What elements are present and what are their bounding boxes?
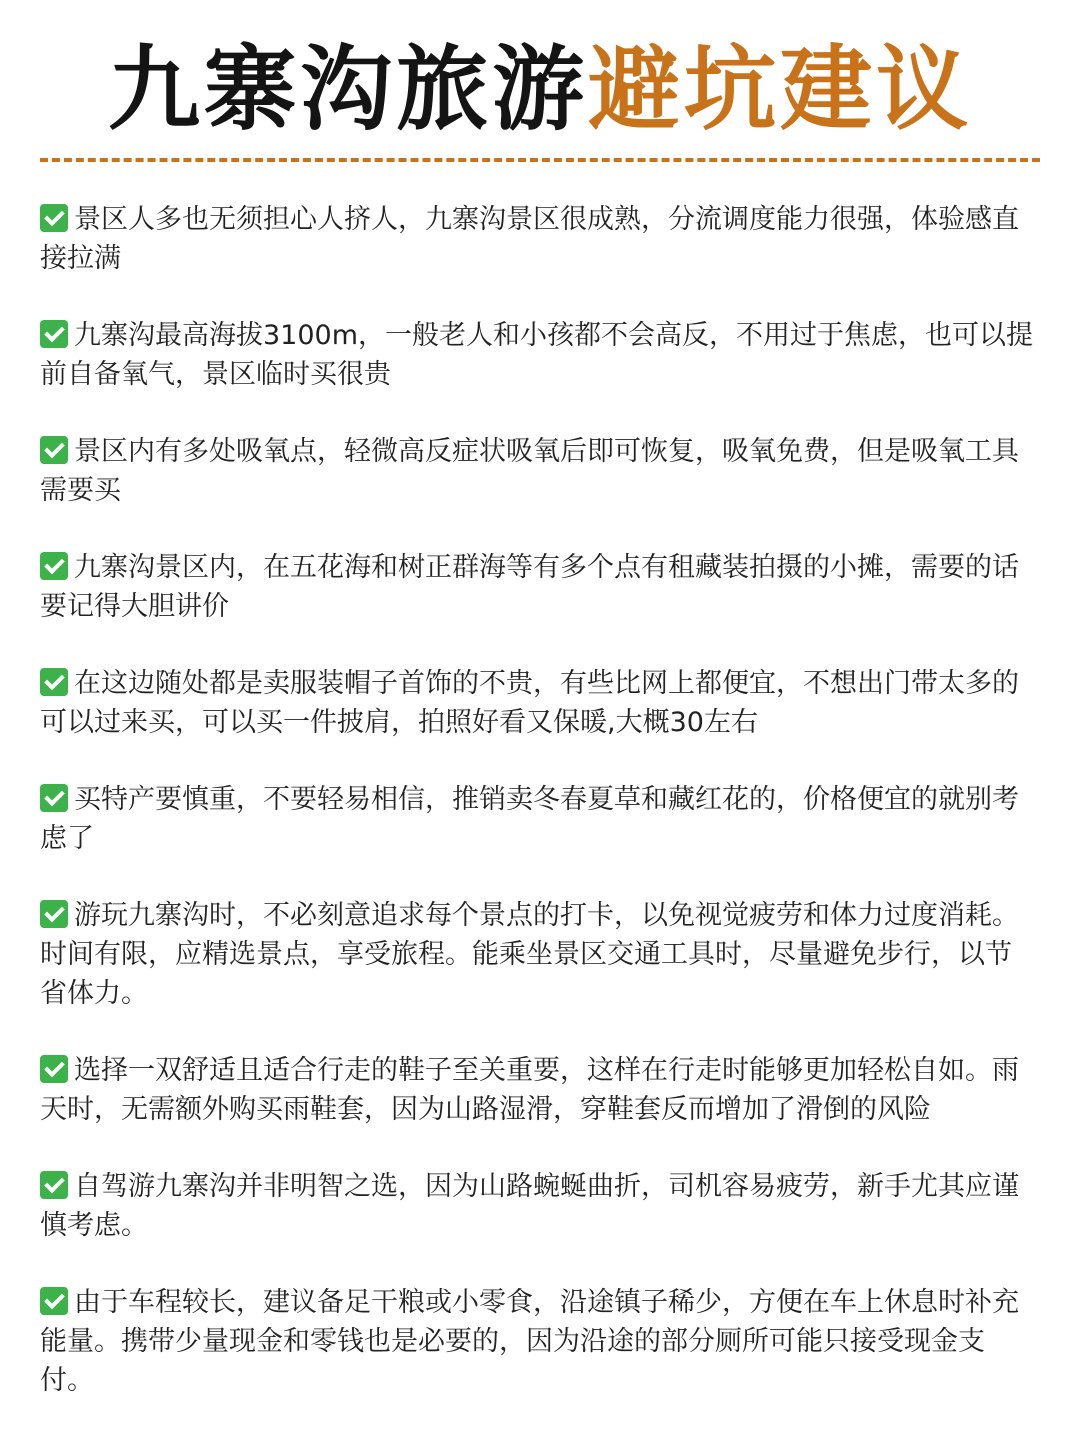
tip-item <box>40 1283 1035 1400</box>
title-highlight-text: 避坑建议 <box>588 36 973 143</box>
check-mark-icon <box>40 1055 68 1083</box>
check-mark-icon <box>40 784 68 812</box>
tip-item <box>40 548 1035 626</box>
check-mark-icon <box>40 436 68 464</box>
tip-item <box>40 1051 1035 1129</box>
tip-text: 自驾游九寨沟并非明智之选，因为山路蜿蜒曲折，司机容易疲劳，新手尤其应谨慎考虑。 <box>40 1171 1019 1241</box>
tip-text: 买特产要慎重，不要轻易相信，推销卖冬春夏草和藏红花的，价格便宜的就别考虑了 <box>40 784 1019 854</box>
tip-text: 游玩九寨沟时，不必刻意追求每个景点的打卡，以免视觉疲劳和体力过度消耗。时间有限，应精选景点，享受旅程。能乘坐景区交通工具时，尽量避免步行，以节省体力。 <box>40 900 1019 1009</box>
check-mark-icon <box>40 204 68 232</box>
page-title <box>0 30 1080 150</box>
tip-item <box>40 316 1035 394</box>
tip-text: 选择一双舒适且适合行走的鞋子至关重要，这样在行走时能够更加轻松自如。雨天时，无需额外购买雨鞋套，因为山路湿滑，穿鞋套反而增加了滑倒的风险 <box>40 1055 1019 1125</box>
check-mark-icon <box>40 1171 68 1199</box>
dashed-divider <box>40 158 1040 162</box>
tip-text: 由于车程较长，建议备足干粮或小零食，沿途镇子稀少，方便在车上休息时补充能量。携带少量现金和零钱也是必要的，因为沿途的部分厕所可能只接受现金支付。 <box>40 1287 1019 1396</box>
tip-item <box>40 200 1035 278</box>
tip-text: 九寨沟最高海拔3100m，一般老人和小孩都不会高反，不用过于焦虑，也可以提前自备氧气，景区临时买很贵 <box>40 320 1034 390</box>
check-mark-icon <box>40 552 68 580</box>
tip-item <box>40 1167 1035 1245</box>
check-mark-icon <box>40 1287 68 1315</box>
check-mark-icon <box>40 668 68 696</box>
check-mark-icon <box>40 320 68 348</box>
tips-list <box>40 200 1035 1438</box>
tip-item <box>40 896 1035 1013</box>
tip-text: 在这边随处都是卖服装帽子首饰的不贵，有些比网上都便宜，不想出门带太多的可以过来买，可以买一件披肩，拍照好看又保暖,大概30左右 <box>40 668 1019 738</box>
tip-item <box>40 432 1035 510</box>
title-main-text: 九寨沟旅游 <box>107 36 588 143</box>
tip-text: 九寨沟景区内，在五花海和树正群海等有多个点有租藏装拍摄的小摊，需要的话要记得大胆讲价 <box>40 552 1019 622</box>
tip-text: 景区人多也无须担心人挤人，九寨沟景区很成熟，分流调度能力很强，体验感直接拉满 <box>40 204 1019 274</box>
tip-text: 景区内有多处吸氧点，轻微高反症状吸氧后即可恢复，吸氧免费，但是吸氧工具需要买 <box>40 436 1019 506</box>
tip-item <box>40 664 1035 742</box>
check-mark-icon <box>40 900 68 928</box>
tip-item <box>40 780 1035 858</box>
